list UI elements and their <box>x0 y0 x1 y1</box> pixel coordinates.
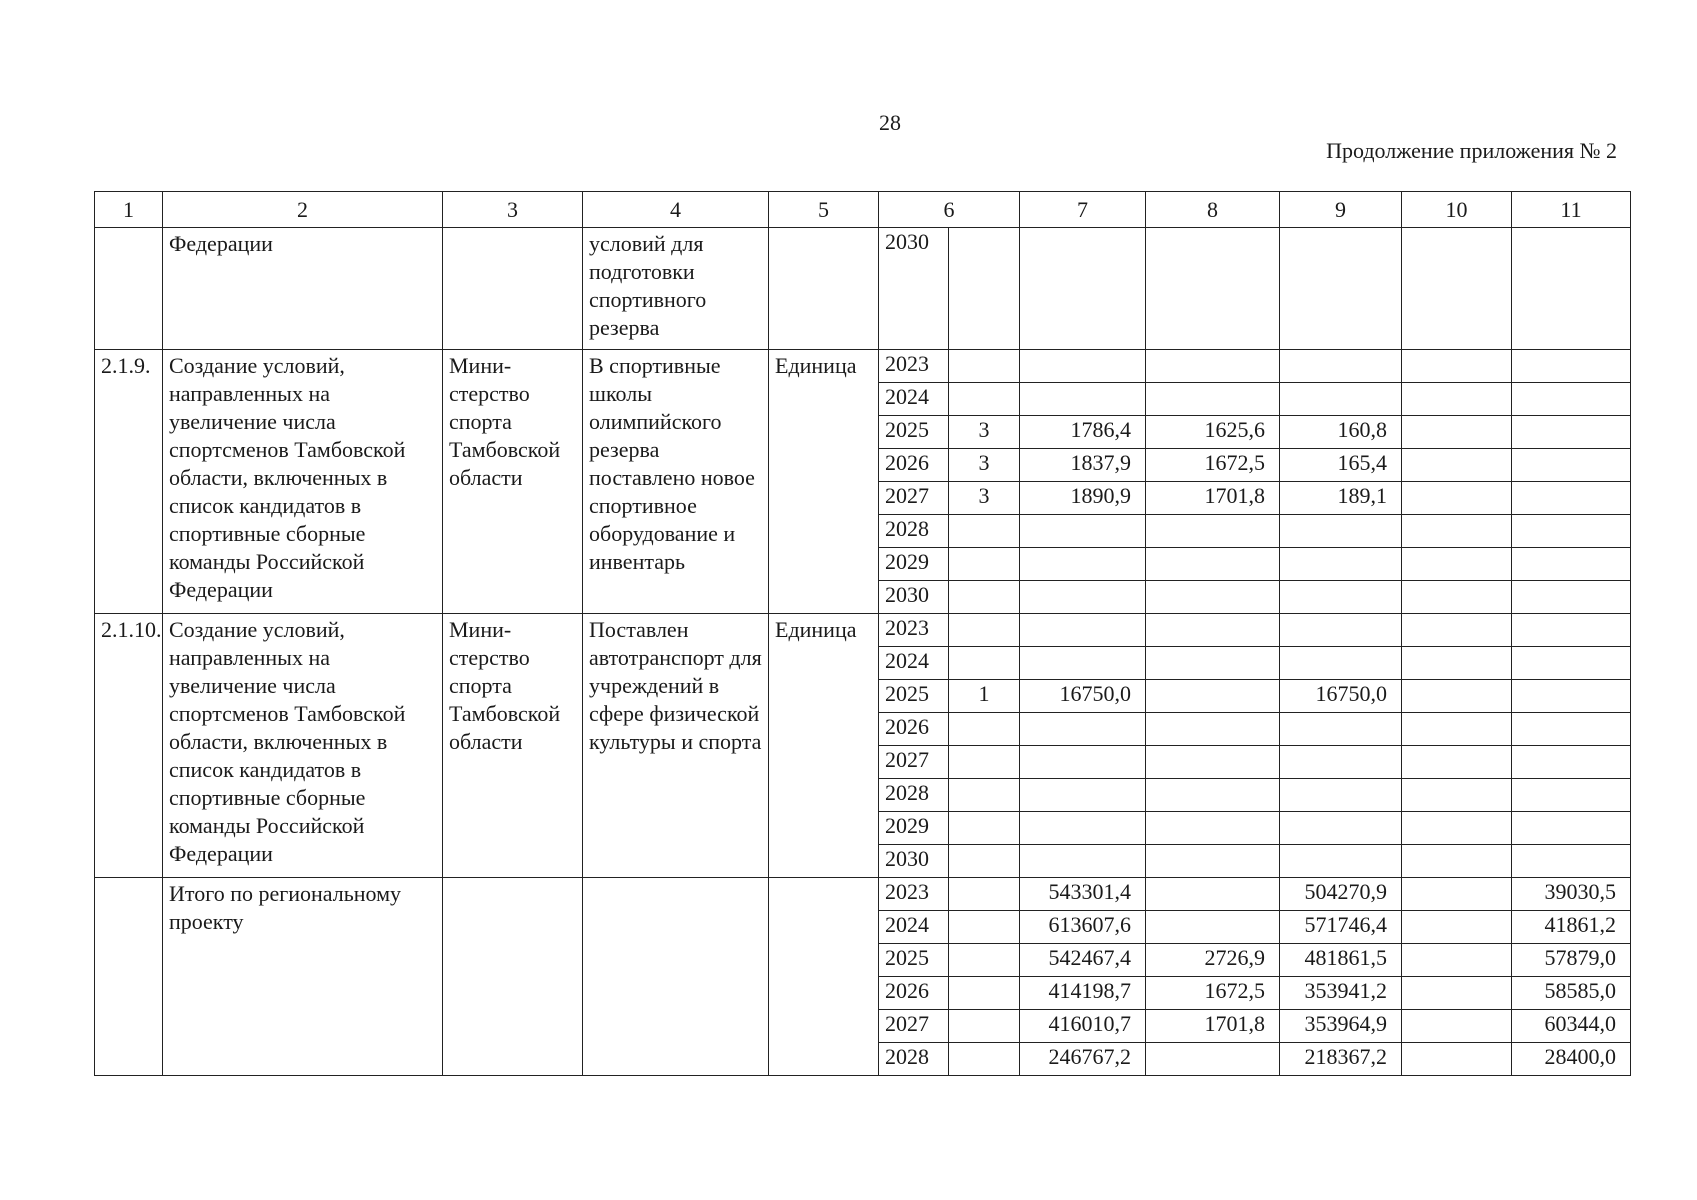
cell-local <box>1402 482 1512 515</box>
cell-federal <box>1146 779 1280 812</box>
cell-local <box>1402 845 1512 878</box>
cell-total <box>1020 845 1146 878</box>
cell-federal <box>1146 383 1280 416</box>
cell-count <box>949 1010 1020 1043</box>
cell-count <box>949 911 1020 944</box>
cell-total <box>1020 350 1146 383</box>
cell-count <box>949 581 1020 614</box>
cell-year: 2026 <box>879 713 949 746</box>
cell-count <box>949 383 1020 416</box>
cell-other <box>1512 614 1631 647</box>
cell-count <box>949 845 1020 878</box>
cell-empty <box>1512 228 1631 350</box>
cell-local <box>1402 614 1512 647</box>
cell-total <box>1020 746 1146 779</box>
cell-empty <box>1280 228 1402 350</box>
cell-year: 2024 <box>879 383 949 416</box>
cell-regional <box>1280 713 1402 746</box>
cell-other: 57879,0 <box>1512 944 1631 977</box>
cell-other <box>1512 449 1631 482</box>
cell-regional <box>1280 746 1402 779</box>
table-row <box>95 614 1631 647</box>
cell-total: 16750,0 <box>1020 680 1146 713</box>
cell-count <box>949 515 1020 548</box>
cell-other <box>1512 383 1631 416</box>
cell-federal: 1672,5 <box>1146 977 1280 1010</box>
cell-year: 2028 <box>879 1043 949 1076</box>
cell-regional: 160,8 <box>1280 416 1402 449</box>
table-row <box>95 878 1631 911</box>
table-row <box>95 350 1631 383</box>
cell-other <box>1512 845 1631 878</box>
cell-count <box>949 647 1020 680</box>
cell-total <box>1020 812 1146 845</box>
cell-regional <box>1280 350 1402 383</box>
cell-total <box>1020 614 1146 647</box>
cell-other: 41861,2 <box>1512 911 1631 944</box>
cell-federal <box>1146 845 1280 878</box>
cell-year: 2023 <box>879 878 949 911</box>
cell-empty <box>583 878 769 1076</box>
cell-other: 39030,5 <box>1512 878 1631 911</box>
cell-local <box>1402 779 1512 812</box>
cell-empty <box>1402 228 1512 350</box>
cell-empty <box>949 228 1020 350</box>
cell-total <box>1020 713 1146 746</box>
cell-count <box>949 746 1020 779</box>
cell-count: 3 <box>949 449 1020 482</box>
cell-federal: 2726,9 <box>1146 944 1280 977</box>
cell-regional: 571746,4 <box>1280 911 1402 944</box>
cell-total: 414198,7 <box>1020 977 1146 1010</box>
cell-federal <box>1146 713 1280 746</box>
cell-year: 2029 <box>879 812 949 845</box>
cell-total: 613607,6 <box>1020 911 1146 944</box>
cell-regional <box>1280 779 1402 812</box>
cell-local <box>1402 350 1512 383</box>
cell-year: 2025 <box>879 944 949 977</box>
cell-empty <box>769 878 879 1076</box>
cell-federal <box>1146 515 1280 548</box>
cell-federal: 1672,5 <box>1146 449 1280 482</box>
cell-local <box>1402 515 1512 548</box>
cell-regional: 481861,5 <box>1280 944 1402 977</box>
cell-regional <box>1280 581 1402 614</box>
header-cell: 4 <box>583 192 769 228</box>
cell-other <box>1512 680 1631 713</box>
cell-other <box>1512 350 1631 383</box>
cell-count <box>949 1043 1020 1076</box>
data-table <box>94 191 1631 1076</box>
cell-other <box>1512 713 1631 746</box>
cell-federal <box>1146 581 1280 614</box>
cell-local <box>1402 746 1512 779</box>
header-cell: 5 <box>769 192 879 228</box>
cell-regional: 16750,0 <box>1280 680 1402 713</box>
cell-unit: Единица <box>769 614 879 878</box>
cell-regional <box>1280 515 1402 548</box>
header-cell: 8 <box>1146 192 1280 228</box>
cell-local <box>1402 878 1512 911</box>
header-row <box>95 192 1631 228</box>
cell-total <box>1020 581 1146 614</box>
header-cell: 2 <box>163 192 443 228</box>
cell-local <box>1402 911 1512 944</box>
cell-local <box>1402 713 1512 746</box>
cell-local <box>1402 680 1512 713</box>
cell-total: 542467,4 <box>1020 944 1146 977</box>
cell-year: 2028 <box>879 515 949 548</box>
cell-regional: 353964,9 <box>1280 1010 1402 1043</box>
cell-local <box>1402 581 1512 614</box>
cell-federal: 1701,8 <box>1146 1010 1280 1043</box>
cell-count: 3 <box>949 482 1020 515</box>
cell-count <box>949 713 1020 746</box>
cell-regional: 165,4 <box>1280 449 1402 482</box>
cell-regional: 504270,9 <box>1280 878 1402 911</box>
cell-year: 2027 <box>879 746 949 779</box>
cell-name: Создание условий, направленных на увеличение числа спортсменов Тамбовской области, включенных в список кандидатов в спортивные сборные команды Российской Федерации <box>163 350 443 614</box>
appendix-note: Продолжение приложения № 2 <box>1326 138 1617 163</box>
cell-federal <box>1146 647 1280 680</box>
cell-year: 2024 <box>879 911 949 944</box>
cell-local <box>1402 383 1512 416</box>
cell-local <box>1402 1010 1512 1043</box>
cell-result: условий для подготовки спортивного резерва <box>583 228 769 350</box>
cell-local <box>1402 647 1512 680</box>
cell-regional <box>1280 383 1402 416</box>
cell-count <box>949 779 1020 812</box>
header-cell: 9 <box>1280 192 1402 228</box>
cell-empty <box>769 228 879 350</box>
cell-empty <box>443 228 583 350</box>
cell-other: 28400,0 <box>1512 1043 1631 1076</box>
cell-federal <box>1146 680 1280 713</box>
cell-year: 2027 <box>879 1010 949 1043</box>
cell-total: 1786,4 <box>1020 416 1146 449</box>
cell-federal <box>1146 614 1280 647</box>
cell-count <box>949 977 1020 1010</box>
cell-total <box>1020 515 1146 548</box>
cell-result: В спортивные школы олимпийского резерва поставлено новое спортивное оборудование и инвентарь <box>583 350 769 614</box>
cell-total <box>1020 548 1146 581</box>
cell-local <box>1402 449 1512 482</box>
page-number: 28 <box>879 110 901 135</box>
cell-federal <box>1146 1043 1280 1076</box>
cell-local <box>1402 1043 1512 1076</box>
cell-year: 2025 <box>879 416 949 449</box>
cell-empty <box>443 878 583 1076</box>
cell-other: 58585,0 <box>1512 977 1631 1010</box>
cell-year: 2028 <box>879 779 949 812</box>
cell-total: 1837,9 <box>1020 449 1146 482</box>
cell-regional: 189,1 <box>1280 482 1402 515</box>
cell-regional <box>1280 614 1402 647</box>
cell-year: 2029 <box>879 548 949 581</box>
cell-other <box>1512 647 1631 680</box>
cell-federal <box>1146 911 1280 944</box>
cell-empty <box>95 228 163 350</box>
cell-count <box>949 878 1020 911</box>
cell-number: 2.1.9. <box>95 350 163 614</box>
cell-count <box>949 812 1020 845</box>
cell-other <box>1512 581 1631 614</box>
cell-total <box>1020 779 1146 812</box>
cell-federal: 1625,6 <box>1146 416 1280 449</box>
cell-federal <box>1146 878 1280 911</box>
cell-year: 2023 <box>879 350 949 383</box>
cell-empty <box>1146 228 1280 350</box>
cell-regional: 353941,2 <box>1280 977 1402 1010</box>
cell-local <box>1402 977 1512 1010</box>
header-cell: 3 <box>443 192 583 228</box>
cell-unit: Единица <box>769 350 879 614</box>
cell-local <box>1402 548 1512 581</box>
cell-empty <box>1020 228 1146 350</box>
cell-year: 2025 <box>879 680 949 713</box>
cell-executor: Мини-стерство спорта Тамбовской области <box>443 614 583 878</box>
cell-count <box>949 614 1020 647</box>
cell-year: 2024 <box>879 647 949 680</box>
cell-other <box>1512 416 1631 449</box>
cell-regional <box>1280 647 1402 680</box>
cell-other <box>1512 812 1631 845</box>
cell-name: Итого по региональному проекту <box>163 878 443 1076</box>
cell-year: 2030 <box>879 581 949 614</box>
cell-result: Поставлен автотранспорт для учреждений в сфере физической культуры и спорта <box>583 614 769 878</box>
cell-local <box>1402 416 1512 449</box>
cell-regional: 218367,2 <box>1280 1043 1402 1076</box>
cell-empty <box>95 878 163 1076</box>
cell-federal <box>1146 812 1280 845</box>
header-cell: 1 <box>95 192 163 228</box>
cell-other: 60344,0 <box>1512 1010 1631 1043</box>
cell-federal <box>1146 350 1280 383</box>
cell-federal <box>1146 548 1280 581</box>
cell-name: Федерации <box>163 228 443 350</box>
cell-year: 2026 <box>879 449 949 482</box>
cell-year: 2026 <box>879 977 949 1010</box>
header-cell: 7 <box>1020 192 1146 228</box>
cell-year: 2030 <box>879 845 949 878</box>
cell-regional <box>1280 812 1402 845</box>
cell-total: 246767,2 <box>1020 1043 1146 1076</box>
cell-count: 1 <box>949 680 1020 713</box>
cell-total: 416010,7 <box>1020 1010 1146 1043</box>
cell-regional <box>1280 845 1402 878</box>
cell-total: 1890,9 <box>1020 482 1146 515</box>
cell-federal <box>1146 746 1280 779</box>
cell-executor: Мини-стерство спорта Тамбовской области <box>443 350 583 614</box>
header-cell: 10 <box>1402 192 1512 228</box>
cell-total: 543301,4 <box>1020 878 1146 911</box>
cell-year: 2027 <box>879 482 949 515</box>
cell-other <box>1512 548 1631 581</box>
cell-other <box>1512 515 1631 548</box>
cell-count: 3 <box>949 416 1020 449</box>
cell-total <box>1020 383 1146 416</box>
cell-name: Создание условий, направленных на увеличение числа спортсменов Тамбовской области, включенных в список кандидатов в спортивные сборные команды Российской Федерации <box>163 614 443 878</box>
cell-count <box>949 944 1020 977</box>
cell-count <box>949 548 1020 581</box>
cell-regional <box>1280 548 1402 581</box>
cell-federal: 1701,8 <box>1146 482 1280 515</box>
cell-other <box>1512 746 1631 779</box>
cell-count <box>949 350 1020 383</box>
cell-total <box>1020 647 1146 680</box>
cell-year: 2023 <box>879 614 949 647</box>
cell-year: 2030 <box>879 228 949 350</box>
cell-other <box>1512 779 1631 812</box>
cell-number: 2.1.10. <box>95 614 163 878</box>
cell-local <box>1402 812 1512 845</box>
cell-other <box>1512 482 1631 515</box>
header-cell: 6 <box>879 192 1020 228</box>
continuation-row <box>95 228 1631 350</box>
cell-local <box>1402 944 1512 977</box>
header-cell: 11 <box>1512 192 1631 228</box>
